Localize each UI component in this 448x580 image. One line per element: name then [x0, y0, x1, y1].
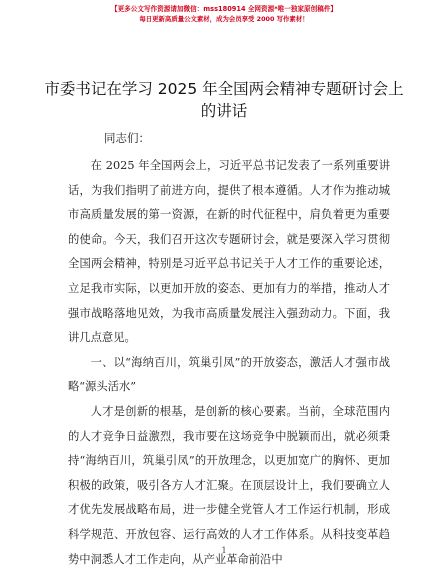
promo-banner-line-1: 【更多公文写作资源请加微信：mss180914 全网资源*唯一独家原创稿件】 — [110, 5, 338, 13]
promo-banner-line-2: 每日更新高质量公文素材，成为会员享受 2000 写作素材！ — [139, 15, 309, 23]
document-body — [68, 154, 390, 572]
paragraph-section-1: 人才是创新的根基，是创新的核心要素。当前，全球范围内的人才竞争日益激烈，我市要在这场竞争中脱颖而出，就必须秉持“海纳百川，筑巢引凤”的开放理念，以更加宽广的胸怀、更加积极的政策，吸引各方人才汇聚。在顶层设计上，我们要确立人才优先发展战略布局，进一步健全党管人才工作运行机制，形成科学规范、开放包容、运行高效的人才工作体系。从科技变革趋势中洞悉人才工作走向，从产业革命前沿中 — [68, 404, 390, 566]
salutation: 同志们： — [104, 131, 150, 145]
section-heading-1: 一、以“海纳百川，筑巢引凤”的开放姿态，激活人才强市战略“源头活水” — [68, 355, 390, 394]
promo-banner — [0, 4, 448, 24]
document-title: 市委书记在学习 2025 年全国两会精神专题研讨会上的讲话 — [44, 80, 404, 120]
paragraph-intro: 在 2025 年全国两会上，习近平总书记发表了一系列重要讲话，为我们指明了前进方向，提供了根本遵循。人才作为推动城市高质量发展的第一资源，在新的时代征程中，肩负着更为重要的使命。今天，我们召开这次专题研讨会，就是要深入学习贯彻全国两会精神，特别是习近平总书记关于人才工作的重要论述，立足我市实际，以更加开放的姿态、更加有力的举措，推动人才强市战略落地见效，为我市高质量发展注入强劲动力。下面，我讲几点意见。 — [68, 159, 390, 345]
page-number: 1 — [221, 546, 227, 555]
